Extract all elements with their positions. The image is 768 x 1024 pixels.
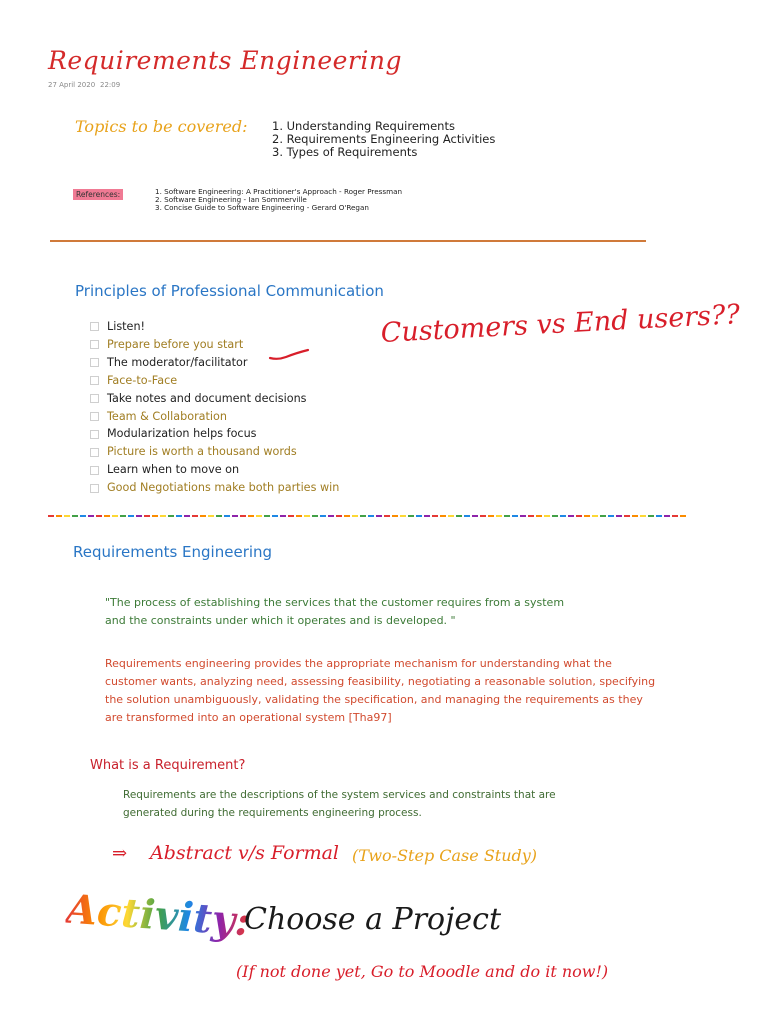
section-divider	[50, 240, 646, 242]
checkbox[interactable]	[90, 322, 99, 331]
checkbox[interactable]	[90, 430, 99, 439]
handwritten-moodle-reminder: (If not done yet, Go to Moodle and do it now!)	[236, 962, 609, 981]
checkbox[interactable]	[90, 376, 99, 385]
re-description-paragraph	[105, 655, 665, 727]
handwritten-choose-a-project: Choose a Project	[244, 902, 502, 937]
rainbow-divider	[48, 515, 688, 517]
checklist-item	[90, 461, 339, 479]
checklist-item	[90, 479, 339, 497]
checklist-item	[90, 425, 339, 443]
checklist-item	[90, 318, 339, 336]
references-label: References:	[73, 189, 123, 200]
quote-line: and the constraints under which it operates and is developed. "	[105, 614, 456, 627]
topic-item: 2. Requirements Engineering Activities	[272, 132, 496, 146]
handwritten-customers-vs-end-users: Customers vs End users??	[380, 299, 741, 349]
page-title: Requirements Engineering	[48, 46, 402, 75]
checkbox[interactable]	[90, 484, 99, 493]
requirements-engineering-heading: Requirements Engineering	[73, 543, 273, 561]
paragraph-line: customer wants, analyzing need, assessing feasibility, negotiating a reasonable solution, specifying	[105, 675, 656, 688]
checklist-item	[90, 390, 339, 408]
checklist-item	[90, 443, 339, 461]
checklist-label: Good Negotiations make both parties win	[107, 481, 340, 495]
handwritten-activity: Activity:	[64, 885, 252, 946]
quote-line: "The process of establishing the services that the customer requires from a system	[105, 596, 565, 609]
checkbox[interactable]	[90, 340, 99, 349]
paragraph-line: are transformed into an operational system [Tha97]	[105, 711, 392, 724]
checklist-label: Take notes and document decisions	[107, 391, 307, 405]
page-time: 22:09	[100, 81, 121, 89]
page-date: 27 April 2020	[48, 81, 96, 89]
handwritten-abstract-vs-formal: Abstract v/s Formal	[150, 842, 340, 864]
definition-line: Requirements are the descriptions of the system services and constraints that are	[123, 789, 556, 801]
what-is-requirement-heading: What is a Requirement?	[90, 758, 246, 773]
checkbox[interactable]	[90, 358, 99, 367]
requirement-definition	[123, 786, 556, 822]
reference-item: 1. Software Engineering: A Practitioner's Approach - Roger Pressman	[155, 187, 403, 196]
checklist-item	[90, 408, 339, 426]
principles-checklist	[90, 318, 339, 497]
checkbox[interactable]	[90, 394, 99, 403]
paragraph-line: Requirements engineering provides the appropriate mechanism for understanding what the	[105, 657, 612, 670]
topic-item: 3. Types of Requirements	[272, 145, 418, 159]
reference-item: 2. Software Engineering - Ian Sommerville	[155, 195, 307, 204]
handwritten-two-step-case-study: (Two-Step Case Study)	[352, 846, 538, 865]
checklist-label: Team & Collaboration	[107, 409, 227, 423]
checklist-label: Picture is worth a thousand words	[107, 445, 297, 459]
checkbox[interactable]	[90, 448, 99, 457]
checklist-label: The moderator/facilitator	[107, 355, 248, 369]
pen-stroke-mark	[268, 346, 312, 364]
handwritten-arrow-icon: ⇒	[112, 843, 128, 864]
checklist-label: Face-to-Face	[107, 373, 178, 387]
checklist-label: Learn when to move on	[107, 463, 240, 477]
principles-heading: Principles of Professional Communication	[75, 282, 384, 300]
paragraph-line: the solution unambiguously, validating the specification, and managing the requirements as they	[105, 693, 643, 706]
definition-line: generated during the requirements engineering process.	[123, 807, 422, 819]
topic-item: 1. Understanding Requirements	[272, 119, 455, 133]
checklist-label: Listen!	[107, 320, 146, 333]
checklist-label: Prepare before you start	[107, 337, 244, 351]
re-definition-quote	[105, 594, 564, 630]
topics-list	[272, 120, 495, 159]
checkbox[interactable]	[90, 466, 99, 475]
checkbox[interactable]	[90, 412, 99, 421]
reference-item: 3. Concise Guide to Software Engineering - Gerard O'Regan	[155, 203, 369, 212]
topics-label: Topics to be covered:	[75, 117, 248, 136]
references-list	[155, 188, 402, 212]
checklist-item	[90, 372, 339, 390]
checklist-label: Modularization helps focus	[107, 427, 257, 441]
